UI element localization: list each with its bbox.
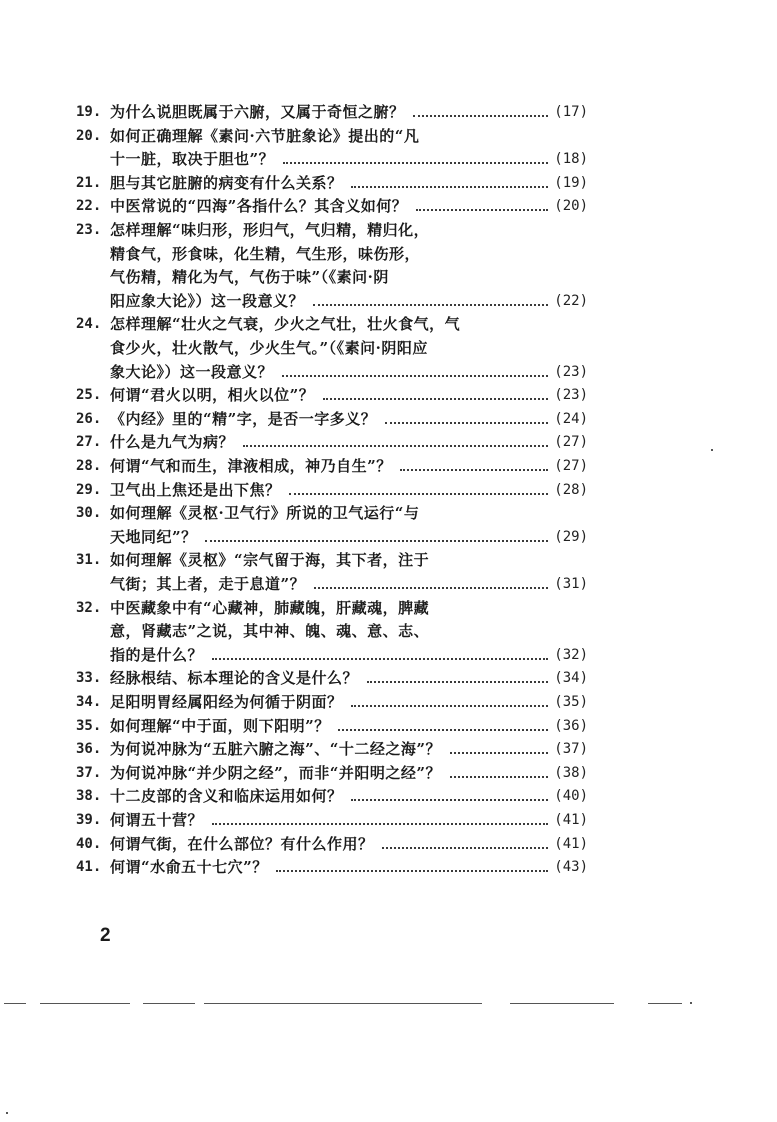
toc-page-ref: (29): [554, 528, 588, 545]
toc-entry-line: [0, 384, 777, 408]
dot-leader: [416, 195, 548, 211]
toc-page-ref: (18): [554, 151, 588, 168]
scan-rule: [648, 1003, 682, 1004]
toc-entry-line: [0, 549, 777, 573]
toc-entry-number: 31.: [76, 552, 102, 569]
toc-entry: [0, 856, 777, 880]
toc-entry-title: 中医常说的“四海”各指什么？其含义如何？: [110, 197, 408, 216]
toc-entry-line: [0, 667, 777, 691]
toc-entry-number: 37.: [76, 764, 102, 781]
toc-entry-title: 中医藏象中有“心藏神，肺藏魄，肝藏魂，脾藏: [110, 598, 430, 617]
toc-entry-line: [0, 809, 777, 833]
toc-entry-number: 28.: [76, 458, 102, 474]
dot-leader: [283, 148, 548, 164]
toc-entry-title: 何谓“气和而生，津液相成，神乃自生”？: [110, 457, 392, 475]
toc-entry-title: 卫气出上焦还是出下焦？: [110, 480, 281, 499]
toc-entry-number: 34.: [76, 694, 102, 710]
toc-page-ref: (28): [554, 481, 588, 498]
toc-page-ref: (20): [554, 198, 588, 215]
toc-entry-number: 21.: [76, 174, 102, 191]
toc-page-ref: (38): [554, 764, 588, 781]
dot-leader: [243, 431, 548, 447]
toc-entry-number: 36.: [76, 741, 102, 758]
toc-entry-line: [0, 620, 777, 644]
toc-entry-number: 24.: [76, 316, 102, 333]
toc-page-ref: (32): [554, 646, 588, 663]
dot-leader: [351, 785, 548, 801]
page-number: 2: [100, 925, 111, 946]
dot-leader: [351, 691, 548, 707]
toc-entry: [0, 809, 777, 833]
toc-entry-title: 何谓气街，在什么部位？有什么作用？: [110, 834, 374, 853]
toc-entry-line: [0, 597, 777, 621]
toc-entry-title: 象大论》）这一段意义？: [110, 362, 274, 381]
toc-entry-title: 阳应象大论》）这一段意义？: [110, 291, 305, 310]
toc-entry-title: 十一脏，取决于胆也”？: [110, 150, 275, 169]
toc-entry-line: [0, 101, 777, 125]
toc-page-ref: (34): [554, 670, 588, 687]
toc-entry: [0, 408, 777, 432]
toc-entry-number: 35.: [76, 717, 102, 734]
toc-entry: [0, 455, 777, 479]
toc-entry-number: 26.: [76, 410, 102, 427]
scan-speck: [6, 1112, 8, 1114]
toc-entry-line: [0, 738, 777, 762]
toc-entry-line: [0, 337, 777, 361]
toc-entry-title: 怎样理解“味归形，形归气，气归精，精归化，: [110, 221, 430, 239]
toc-entry-title: 精食气，形食味，化生精，气生形，味伤形，: [110, 244, 421, 263]
dot-leader: [351, 172, 548, 188]
dot-leader: [282, 361, 548, 377]
toc-entry-number: 38.: [76, 788, 102, 805]
toc-page-ref: (23): [554, 387, 588, 404]
toc-entry-line: [0, 762, 777, 786]
toc-entry-title: 如何理解“中于面，则下阳明”？: [110, 716, 330, 735]
dot-leader: [450, 738, 548, 754]
toc-entry-number: 23.: [76, 222, 102, 238]
toc-entry-title: 如何理解《灵枢·卫气行》所说的卫气运行“与: [110, 504, 420, 523]
toc-entry: [0, 313, 777, 384]
toc-entry-line: [0, 526, 777, 550]
toc-entry-number: 20.: [76, 127, 102, 144]
toc-entry: [0, 431, 777, 455]
toc-entry-title: 胆与其它脏腑的病变有什么关系？: [110, 173, 343, 192]
toc-page-ref: (41): [554, 812, 588, 828]
toc-page-ref: (27): [554, 434, 588, 451]
toc-entry-number: 22.: [76, 198, 102, 215]
toc-entry-number: 32.: [76, 599, 102, 616]
toc-page-ref: (19): [554, 174, 588, 191]
dot-leader: [205, 526, 548, 542]
toc-entry-line: [0, 644, 777, 668]
toc-entry-title: 《内经》里的“精”字，是否一字多义？: [110, 409, 377, 428]
toc-entry: [0, 549, 777, 596]
toc-entry-line: [0, 479, 777, 503]
toc-entry: [0, 384, 777, 408]
toc-entry-title: 气街；其上者，走于息道”？: [110, 574, 306, 593]
toc-entry: [0, 125, 777, 172]
toc-entry-line: [0, 172, 777, 196]
toc-entry: [0, 833, 777, 857]
toc-page-ref: (35): [554, 694, 588, 710]
toc-entry-title: 意，肾藏志”之说，其中神、魄、魂、意、志、: [110, 622, 430, 641]
toc-entry-title: 食少火，壮火散气，少火生气。”（《素问·阴阳应: [110, 338, 428, 357]
toc-page-ref: (27): [554, 458, 588, 474]
toc-entry-number: 41.: [76, 859, 102, 876]
toc-entry-line: [0, 573, 777, 597]
toc-entry-number: 19.: [76, 104, 102, 120]
toc-entry-line: [0, 715, 777, 739]
toc-page-ref: (40): [554, 788, 588, 805]
toc-entry-line: [0, 219, 777, 243]
toc-entry-title: 为什么说胆既属于六腑，又属于奇恒之腑？: [110, 103, 405, 121]
dot-leader: [276, 856, 548, 872]
toc-entry-number: 40.: [76, 835, 102, 852]
toc-page-ref: (23): [554, 363, 588, 380]
toc-entry-title: 经脉根结、标本理论的含义是什么？: [110, 669, 359, 688]
dot-leader: [450, 762, 548, 778]
toc-entry-line: [0, 266, 777, 290]
toc-page-ref: (17): [554, 104, 588, 120]
dot-leader: [314, 573, 548, 589]
dot-leader: [313, 290, 548, 306]
toc-entry-title: 为何说冲脉“并少阴之经”，而非“并阳明之经”？: [110, 763, 442, 782]
scan-rule: [40, 1003, 130, 1004]
toc-entry-title: 怎样理解“壮火之气衰，少火之气壮，壮火食气，气: [110, 315, 461, 334]
dot-leader: [212, 809, 548, 825]
toc-entry-title: 何谓“水俞五十七穴”？: [110, 858, 268, 877]
toc-page-ref: (24): [554, 410, 588, 427]
scan-rule: [143, 1003, 195, 1004]
toc-entry-number: 39.: [76, 812, 102, 828]
dot-leader: [400, 455, 548, 471]
toc-entry-title: 何谓“君火以明，相火以位”？: [110, 386, 315, 405]
toc-entry-line: [0, 243, 777, 267]
dot-leader: [413, 101, 548, 117]
toc-page-ref: (41): [554, 835, 588, 852]
toc-entry-title: 如何理解《灵枢》“宗气留于海，其下者，注于: [110, 551, 430, 570]
toc-entry-line: [0, 455, 777, 479]
dot-leader: [323, 384, 548, 400]
toc-page-ref: (31): [554, 575, 588, 592]
toc-page-ref: (37): [554, 741, 588, 758]
toc-entry-number: 33.: [76, 670, 102, 687]
toc-entry: [0, 785, 777, 809]
toc-entry: [0, 172, 777, 196]
toc-entry-number: 27.: [76, 434, 102, 451]
dot-leader: [212, 644, 548, 660]
toc-entry-title: 什么是九气为病？: [110, 433, 235, 452]
dot-leader: [367, 667, 548, 683]
toc-entry: [0, 762, 777, 786]
toc-entry-number: 30.: [76, 505, 102, 522]
toc-entry-line: [0, 148, 777, 172]
toc-entry-line: [0, 856, 777, 880]
toc-entry-number: 29.: [76, 481, 102, 498]
toc-entry-title: 如何正确理解《素问·六节脏象论》提出的“凡: [110, 126, 420, 145]
toc-entry-line: [0, 290, 777, 314]
dot-leader: [289, 479, 548, 495]
toc-entry-line: [0, 502, 777, 526]
dot-leader: [385, 408, 548, 424]
toc-entry-line: [0, 408, 777, 432]
toc-entry-line: [0, 431, 777, 455]
toc-entry-line: [0, 691, 777, 715]
toc-entry: [0, 715, 777, 739]
toc-page-ref: (22): [554, 292, 588, 309]
toc-entry-number: 25.: [76, 387, 102, 404]
scan-speck: [711, 449, 713, 451]
scan-speck: [690, 1002, 692, 1004]
toc-entry-line: [0, 313, 777, 337]
dot-leader: [382, 833, 548, 849]
scan-rule: [510, 1003, 614, 1004]
toc-entry-line: [0, 195, 777, 219]
dot-leader: [338, 715, 548, 731]
toc-entry: [0, 195, 777, 219]
toc-entry-line: [0, 361, 777, 385]
toc-entry-title: 为何说冲脉为“五脏六腑之海”、“十二经之海”？: [110, 740, 442, 759]
toc-entry: [0, 101, 777, 125]
toc-entry-line: [0, 785, 777, 809]
toc-entry: [0, 691, 777, 715]
toc-entry-title: 气伤精，精化为气，气伤于味”（《素问·阴: [110, 268, 389, 287]
toc-entry-title: 何谓五十营？: [110, 811, 204, 829]
toc-entry: [0, 219, 777, 313]
toc-entry: [0, 479, 777, 503]
scan-rule: [4, 1003, 26, 1004]
toc-page-ref: (43): [554, 859, 588, 876]
toc-entry: [0, 667, 777, 691]
toc-entry-title: 足阳明胃经属阳经为何循于阴面？: [110, 693, 343, 711]
toc-entry-title: 指的是什么？: [110, 645, 204, 664]
toc-entry: [0, 502, 777, 549]
scan-rule: [204, 1003, 482, 1004]
toc-entry: [0, 597, 777, 668]
toc-entry-line: [0, 833, 777, 857]
toc-entry: [0, 738, 777, 762]
toc-entry-title: 天地同纪”？: [110, 527, 197, 546]
toc-entry-title: 十二皮部的含义和临床运用如何？: [110, 787, 343, 806]
toc-entry-line: [0, 125, 777, 149]
toc-page-ref: (36): [554, 717, 588, 734]
